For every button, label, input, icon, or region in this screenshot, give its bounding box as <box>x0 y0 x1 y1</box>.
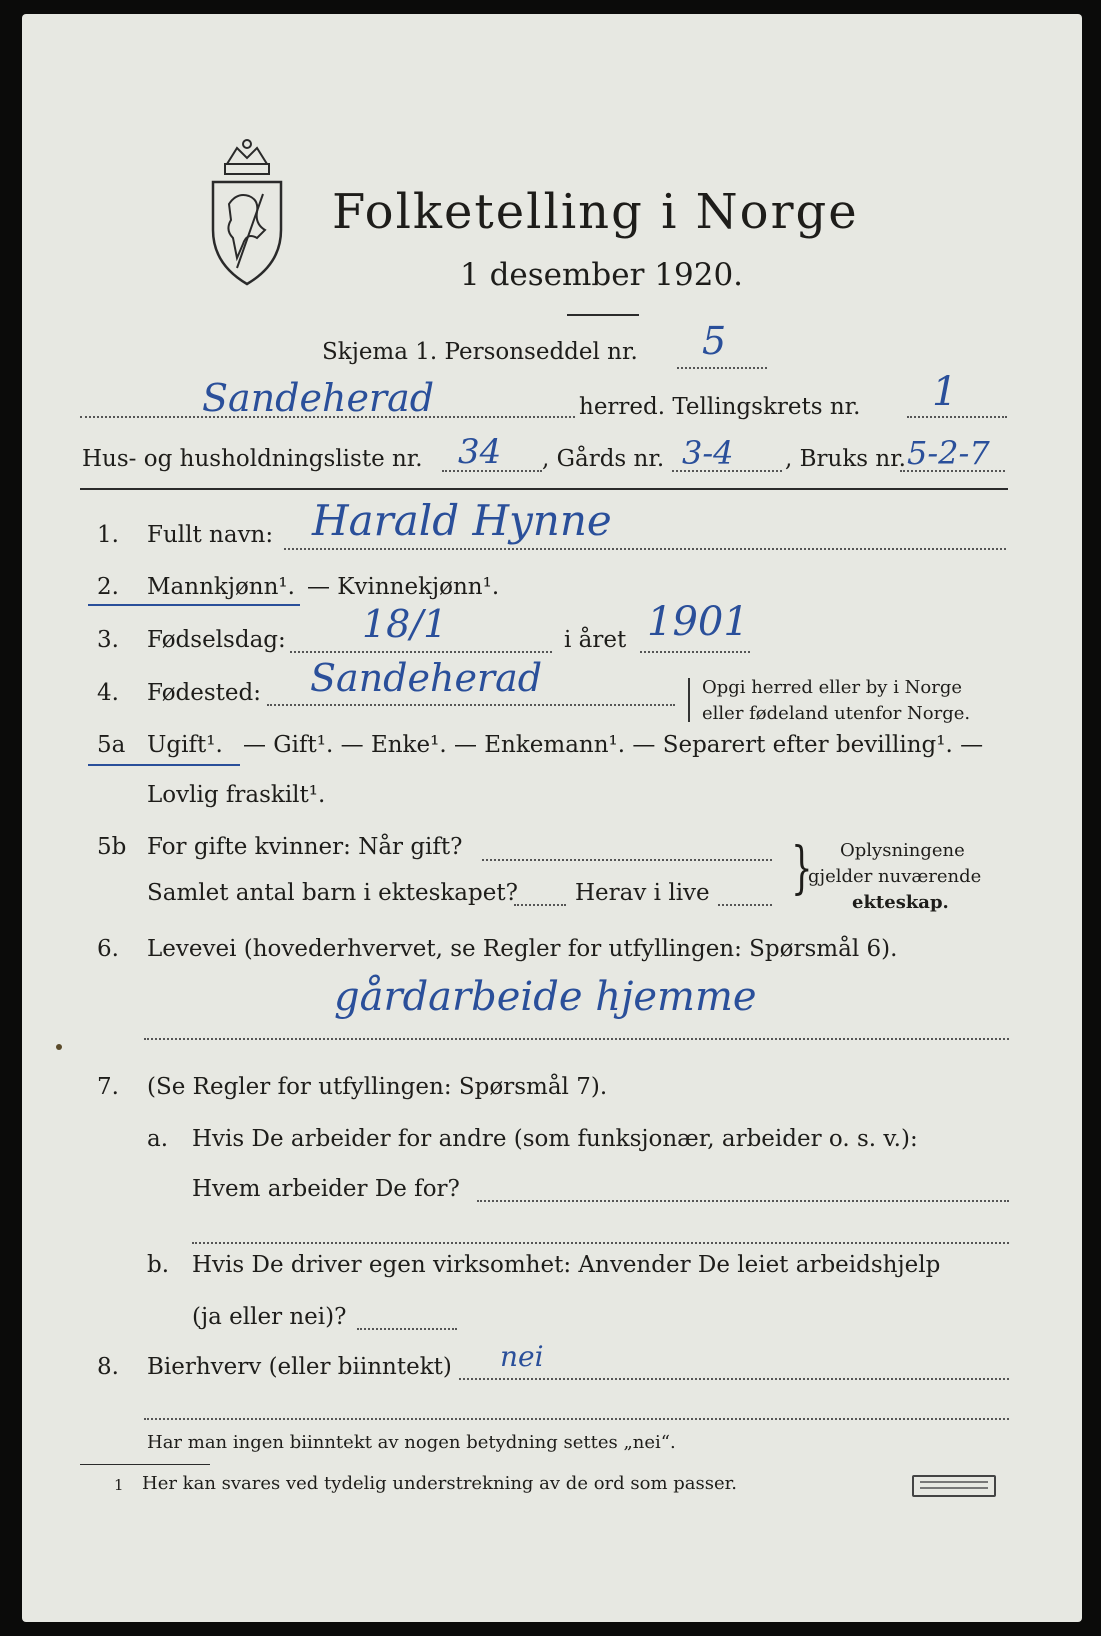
husliste-label: Hus- og husholdningsliste nr. <box>82 446 423 472</box>
q4-note-2: eller fødeland utenfor Norge. <box>702 703 971 724</box>
q5a-number: 5a <box>97 732 126 758</box>
bruks-line <box>900 470 1005 472</box>
coat-of-arms-icon <box>207 134 287 294</box>
q8-line2 <box>144 1418 1009 1420</box>
q5b-line2-dots <box>514 904 566 906</box>
footnote-mark: 1 <box>114 1476 124 1494</box>
q3-value: 18/1 <box>362 602 448 646</box>
q1-label: Fullt navn: <box>147 522 274 548</box>
q5b-line1-dots <box>482 859 772 861</box>
q4-label: Fødested: <box>147 680 262 706</box>
personseddel-nr-line <box>677 367 767 369</box>
ink-spot <box>56 1044 62 1050</box>
q6-value: gårdarbeide hjemme <box>334 974 757 1020</box>
gards-label: , Gårds nr. <box>542 446 665 472</box>
q2-option-mann: Mannkjønn¹. <box>147 574 295 600</box>
q3-label: Fødselsdag: <box>147 627 286 653</box>
q3-year-line <box>640 651 750 653</box>
q7a-line2 <box>192 1242 1009 1244</box>
bruks-label: , Bruks nr. <box>785 446 906 472</box>
header-rule <box>80 488 1008 490</box>
footnote-text: Her kan svares ved tydelig understrekning av de ord som passer. <box>142 1473 737 1494</box>
q1-value: Harald Hynne <box>312 496 612 545</box>
q5b-line2b: Herav i live <box>575 880 710 906</box>
husliste-value: 34 <box>458 432 502 472</box>
q8-number: 8. <box>97 1354 119 1380</box>
q5a-option-ugift: Ugift¹. <box>147 732 223 758</box>
q5a-other-options: — Gift¹. — Enke¹. — Enkemann¹. — Separert efter bevilling¹. — <box>243 732 984 758</box>
q8-label: Bierhverv (eller biinntekt) <box>147 1354 452 1380</box>
q7a-line1 <box>477 1200 1009 1202</box>
herred-line <box>80 416 575 418</box>
q7b-letter: b. <box>147 1252 170 1278</box>
q3-year-label: i året <box>564 627 627 653</box>
q5b-line2b-dots <box>718 904 772 906</box>
q7a-text: Hvis De arbeider for andre (som funksjonær, arbeider o. s. v.): <box>192 1126 918 1152</box>
q7-label: (Se Regler for utfyllingen: Spørsmål 7). <box>147 1074 608 1100</box>
printer-stamp-icon <box>912 1475 996 1497</box>
q7b-text: Hvis De driver egen virksomhet: Anvender De leiet arbeidshjelp <box>192 1252 941 1278</box>
q5a-underline <box>88 764 240 766</box>
personseddel-nr-value: 5 <box>702 319 727 363</box>
gards-line <box>672 470 782 472</box>
census-form <box>22 14 1082 1622</box>
q5b-brace: } <box>791 836 813 901</box>
tellingskrets-line <box>907 416 1007 418</box>
q3-number: 3. <box>97 627 119 653</box>
herred-value: Sandeherad <box>202 376 435 420</box>
form-date: 1 desember 1920. <box>460 257 744 293</box>
q7a-letter: a. <box>147 1126 169 1152</box>
q6-number: 6. <box>97 936 119 962</box>
skjema-label: Skjema 1. Personseddel nr. <box>322 339 638 365</box>
q2-option-kvinne: — Kvinnekjønn¹. <box>307 574 500 600</box>
q2-number: 2. <box>97 574 119 600</box>
q5a-line2: Lovlig fraskilt¹. <box>147 782 326 808</box>
q3-year-value: 1901 <box>647 599 749 645</box>
gards-value: 3-4 <box>682 434 734 472</box>
q7-number: 7. <box>97 1074 119 1100</box>
q5b-note-3: ekteskap. <box>852 892 949 913</box>
q2-underline <box>88 604 300 606</box>
form-title: Folketelling i Norge <box>332 184 859 240</box>
herred-label: herred. Tellingskrets nr. <box>579 394 861 420</box>
q4-value: Sandeherad <box>310 656 543 700</box>
q5b-line1: For gifte kvinner: Når gift? <box>147 834 463 860</box>
q7b-question: (ja eller nei)? <box>192 1304 347 1330</box>
q4-note-1: Opgi herred eller by i Norge <box>702 677 963 698</box>
q8-line1 <box>459 1378 1009 1380</box>
q8-value: nei <box>500 1340 544 1373</box>
husliste-line <box>442 470 542 472</box>
q5b-line2: Samlet antal barn i ekteskapet? <box>147 880 518 906</box>
footnote-rule <box>80 1464 210 1465</box>
q3-line <box>290 651 552 653</box>
biinntekt-note: Har man ingen biinntekt av nogen betydning settes „nei“. <box>147 1432 676 1453</box>
title-divider <box>567 314 639 316</box>
q7b-line <box>357 1328 457 1330</box>
q4-brace <box>688 678 693 722</box>
q5b-note-2: gjelder nuværende <box>808 866 982 887</box>
q5b-number: 5b <box>97 834 127 860</box>
bruks-value: 5-2-7 <box>907 434 990 472</box>
tellingskrets-value: 1 <box>932 369 958 415</box>
q1-line <box>284 548 1006 550</box>
q4-number: 4. <box>97 680 119 706</box>
q6-label: Levevei (hovederhvervet, se Regler for utfyllingen: Spørsmål 6). <box>147 936 898 962</box>
q6-line <box>144 1038 1009 1040</box>
q1-number: 1. <box>97 522 119 548</box>
q4-line <box>267 704 675 706</box>
q5b-note-1: Oplysningene <box>840 840 965 861</box>
q7a-question: Hvem arbeider De for? <box>192 1176 460 1202</box>
